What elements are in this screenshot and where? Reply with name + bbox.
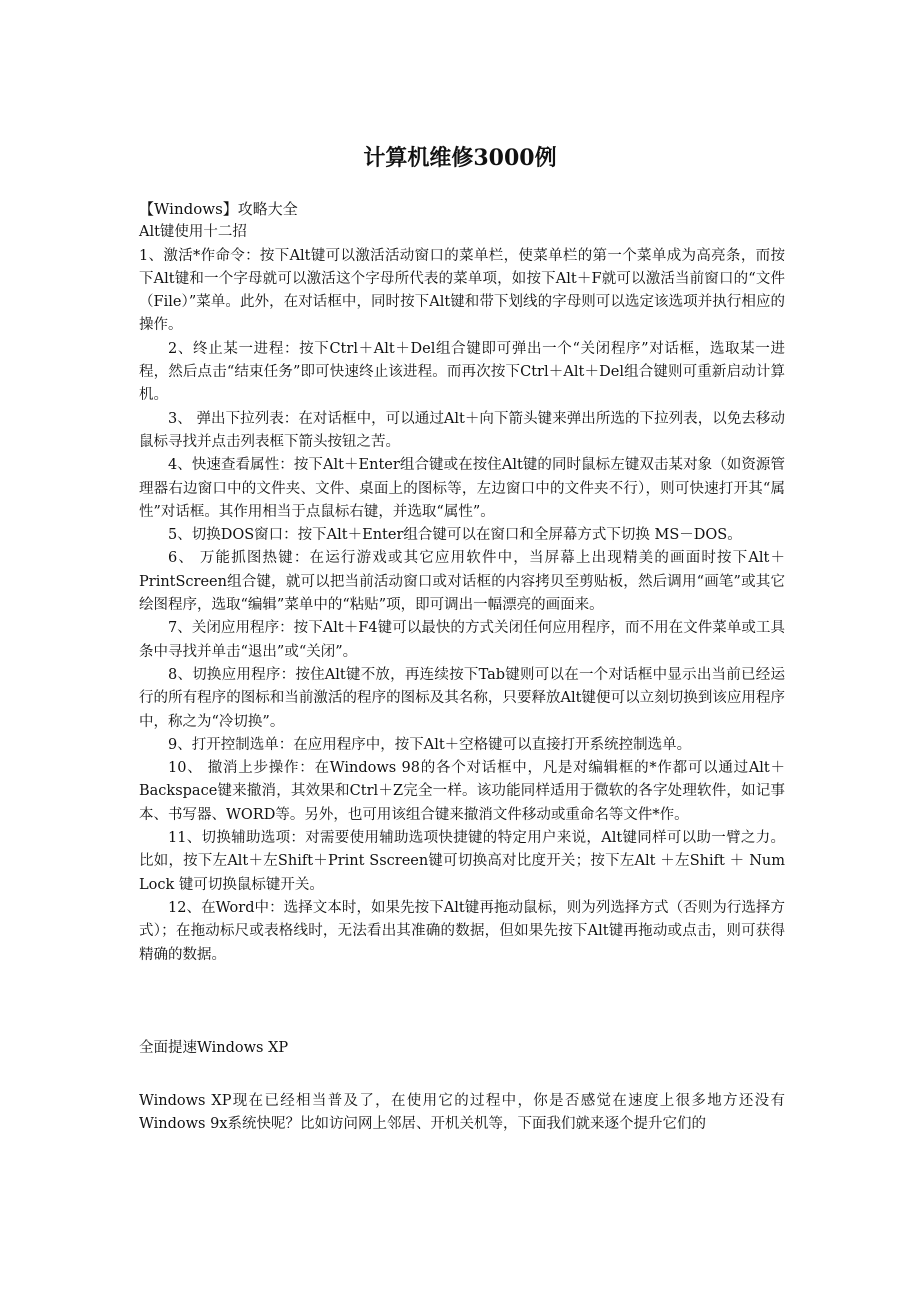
section2-heading: 全面提速Windows XP (139, 1039, 289, 1056)
list-item-7: 7、关闭应用程序：按下Alt＋F4键可以最快的方式关闭任何应用程序，而不用在文件菜单或工具条中寻找并单击“退出”或“关闭”。 (139, 620, 785, 660)
spacer (139, 1060, 785, 1090)
document-body (139, 198, 785, 1137)
list-item-12: 12、在Word中：选择文本时，如果先按下Alt键再拖动鼠标，则为列选择方式（否则为行选择方式）；在拖动标尺或表格线时，无法看出其准确的数据，但如果先按下Alt键再拖动或点击，则可获得精确的数据。 (139, 899, 785, 963)
list-item-4: 4、快速查看属性：按下Alt＋Enter组合键或在按住Alt键的同时鼠标左键双击某对象（如资源管理器右边窗口中的文件夹、文件、桌面上的图标等，左边窗口中的文件夹不行），则可快速打开其“属性”对话框。其作用相当于点鼠标右键，并选取“属性”。 (139, 457, 785, 520)
list-item-9: 9、打开控制选单：在应用程序中，按下Alt＋空格键可以直接打开系统控制选单。 (168, 736, 692, 753)
list-item-3: 3、 弹出下拉列表：在对话框中，可以通过Alt＋向下箭头键来弹出所选的下拉列表，以免去移动鼠标寻找并点击列表框下箭头按钮之苦。 (139, 410, 785, 450)
document-title: 计算机维修3000例 (363, 145, 557, 171)
section1-heading: 【Windows】攻略大全 (139, 200, 298, 218)
list-item-6: 6、 万能抓图热键：在运行游戏或其它应用软件中，当屏幕上出现精美的画面时按下Alt＋PrintScreen组合键，就可以把当前活动窗口或对话框的内容拷贝至剪贴板，然后调用“画笔”或其它绘图程序，选取“编辑”菜单中的“粘贴”项，即可调出一幅漂亮的画面来。 (139, 550, 785, 614)
list-item-2: 2、终止某一进程：按下Ctrl＋Alt＋Del组合键即可弹出一个“关闭程序”对话框，选取某一进程，然后点击“结束任务”即可快速终止该进程。而再次按下Ctrl＋Alt＋Del组合键则可重新启动计算机。 (139, 340, 785, 404)
subheading: Alt键使用十二招 (139, 224, 247, 241)
section2-paragraph: Windows XP现在已经相当普及了，在使用它的过程中，你是否感觉在速度上很多地方还没有Windows 9x系统快呢？比如访问网上邻居、开机关机等，下面我们就来逐个提升它们的 (139, 1093, 785, 1133)
list-item-10: 10、 撤消上步操作：在Windows 98的各个对话框中，凡是对编辑框的*作都可以通过Alt＋Backspace键来撤消，其效果和Ctrl＋Z完全一样。该功能同样适用于微软的各字处理软件，如记事本、书写器、WORD等。另外，也可用该组合键来撤消文件移动或重命名等文件*作。 (139, 760, 785, 823)
list-item-8: 8、切换应用程序：按住Alt键不放，再连续按下Tab键则可以在一个对话框中显示出当前已经运行的所有程序的图标和当前激活的程序的图标及其名称，只要释放Alt键便可以立刻切换到该应用程序中，称之为“冷切换”。 (139, 666, 785, 730)
list-item-11: 11、切换辅助选项：对需要使用辅助选项快捷键的特定用户来说，Alt键同样可以助一臂之力。比如，按下左Alt＋左Shift＋Print Sscreen键可切换高对比度开关；按下左Alt ＋左Shift ＋ Num Lock 键可切换鼠标键开关。 (139, 830, 785, 893)
list-item-5: 5、切换DOS窗口：按下Alt＋Enter组合键可以在窗口和全屏幕方式下切换 MS－DOS。 (168, 527, 742, 544)
list-item-1: 1、激活*作命令：按下Alt键可以激活活动窗口的菜单栏，使菜单栏的第一个菜单成为高亮条，而按下Alt键和一个字母就可以激活这个字母所代表的菜单项，如按下Alt＋F就可以激活当前窗口的“文件（File）”菜单。此外，在对话框中，同时按下Alt键和带下划线的字母则可以选定该选项并执行相应的操作。 (139, 247, 785, 334)
spacer (139, 967, 785, 1037)
